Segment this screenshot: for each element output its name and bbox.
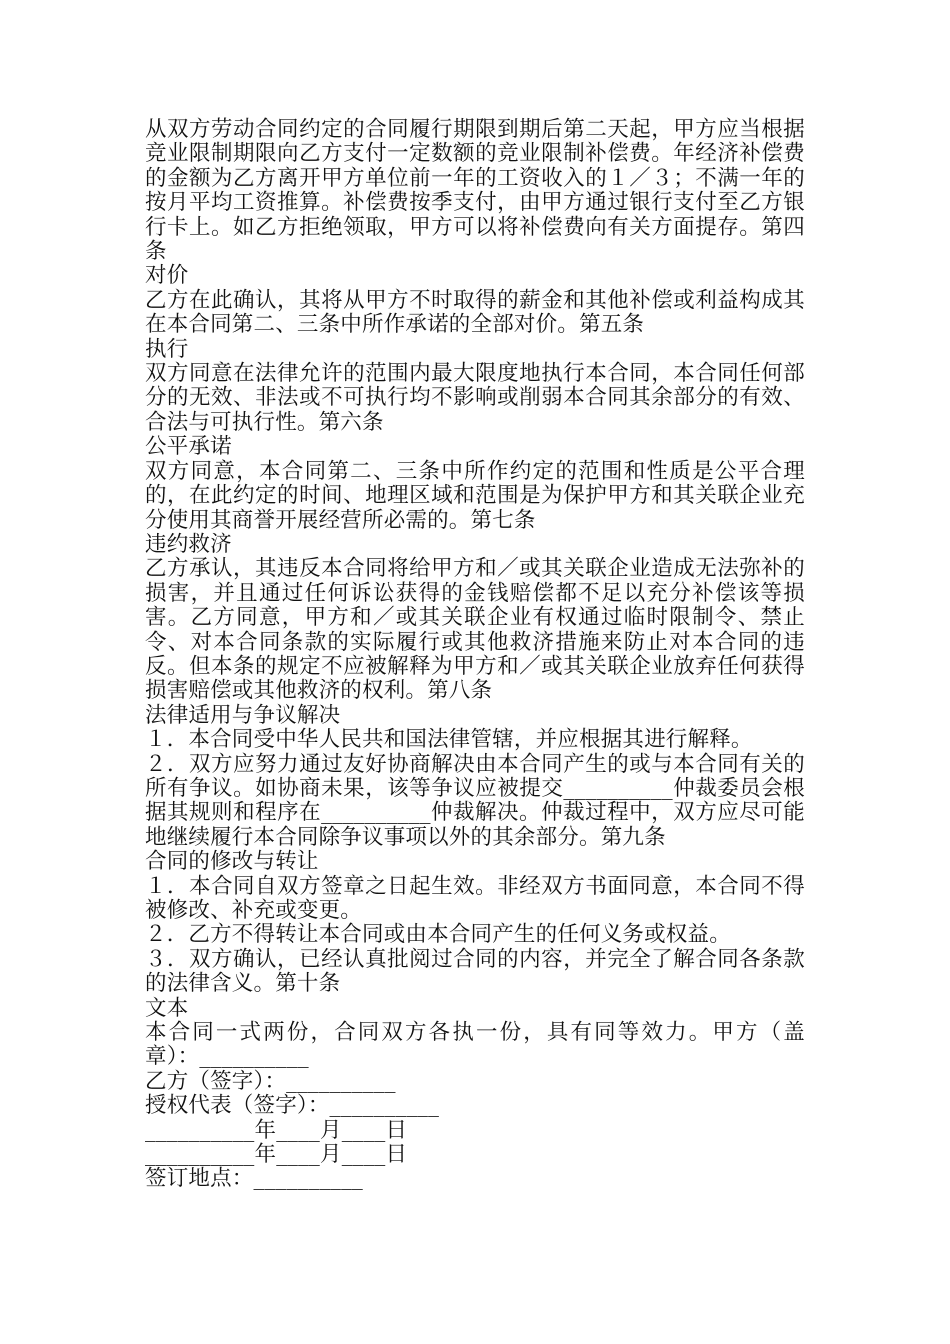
date-line-2: __________年____月____日 (145, 1142, 408, 1168)
section-heading-consideration: 对价 (145, 263, 189, 289)
signing-location: 签订地点：__________ (145, 1166, 364, 1192)
section-heading-execution: 执行 (145, 336, 189, 362)
section-heading-text: 文本 (145, 995, 189, 1021)
clause-amendment-3: ３．双方确认，已经认真批阅过合同的内容，并完全了解合同各条款的法律含义。第十条 (145, 946, 805, 997)
clause-law-1: １．本合同受中华人民共和国法律管辖，并应根据其进行解释。 (145, 727, 753, 753)
paragraph-fairness: 双方同意，本合同第二、三条中所作约定的范围和性质是公平合理的，在此约定的时间、地理区域和范围是为保护甲方和其关联企业充分使用其商誉开展经营所必需的。第七条 (145, 458, 805, 533)
paragraph-execution: 双方同意在法律允许的范围内最大限度地执行本合同，本合同任何部分的无效、非法或不可执行均不影响或削弱本合同其余部分的有效、合法与可执行性。第六条 (145, 361, 805, 435)
section-heading-fairness: 公平承诺 (145, 434, 232, 460)
section-heading-amendment: 合同的修改与转让 (145, 849, 319, 875)
signature-party-b: 乙方（签字）：__________ (145, 1068, 396, 1094)
section-heading-law: 法律适用与争议解决 (145, 702, 341, 728)
paragraph-consideration: 乙方在此确认，其将从甲方不时取得的薪金和其他补偿或利益构成其在本合同第二、三条中所作承诺的全部对价。第五条 (145, 287, 805, 338)
contract-document (145, 118, 805, 1192)
paragraph-compensation: 从双方劳动合同约定的合同履行期限到期后第二天起，甲方应当根据竞业限制期限向乙方支付一定数额的竞业限制补偿费。年经济补偿费的金额为乙方离开甲方单位前一年的工资收入的１／３；不满一年的按月平均工资推算。补偿费按季支付，由甲方通过银行支付至乙方银行卡上。如乙方拒绝领取，甲方可以将补偿费向有关方面提存。第四条 (145, 117, 805, 265)
clause-amendment-1: １．本合同自双方签章之日起生效。非经双方书面同意，本合同不得被修改、补充或变更。 (145, 873, 805, 923)
paragraph-remedies: 乙方承认，其违反本合同将给甲方和／或其关联企业造成无法弥补的损害，并且通过任何诉讼获得的金钱赔偿都不足以充分补偿该等损害。乙方同意，甲方和／或其关联企业有权通过临时限制令、禁止令、对本合同条款的实际履行或其他救济措施来防止对本合同的违反。但本条的规定不应被解释为甲方和／或其关联企业放弃任何获得损害赔偿或其他救济的权利。第八条 (145, 556, 805, 704)
date-line-1: __________年____月____日 (145, 1117, 408, 1143)
section-heading-remedies: 违约救济 (145, 531, 232, 557)
clause-law-2: ２．双方应努力通过友好协商解决由本合同产生的或与本合同有关的所有争议。如协商未果，该等争议应被提交__________仲裁委员会根据其规则和程序在__________仲裁解决。仲裁过程中，双方应尽可能地继续履行本合同除争议事项以外的其余部分。第九条 (145, 751, 805, 850)
clause-amendment-2: ２．乙方不得转让本合同或由本合同产生的任何义务或权益。 (145, 922, 731, 948)
signature-representative: 授权代表（签字）：__________ (145, 1093, 440, 1119)
paragraph-copies: 本合同一式两份，合同双方各执一份，具有同等效力。甲方（盖章）：__________ (145, 1020, 805, 1070)
